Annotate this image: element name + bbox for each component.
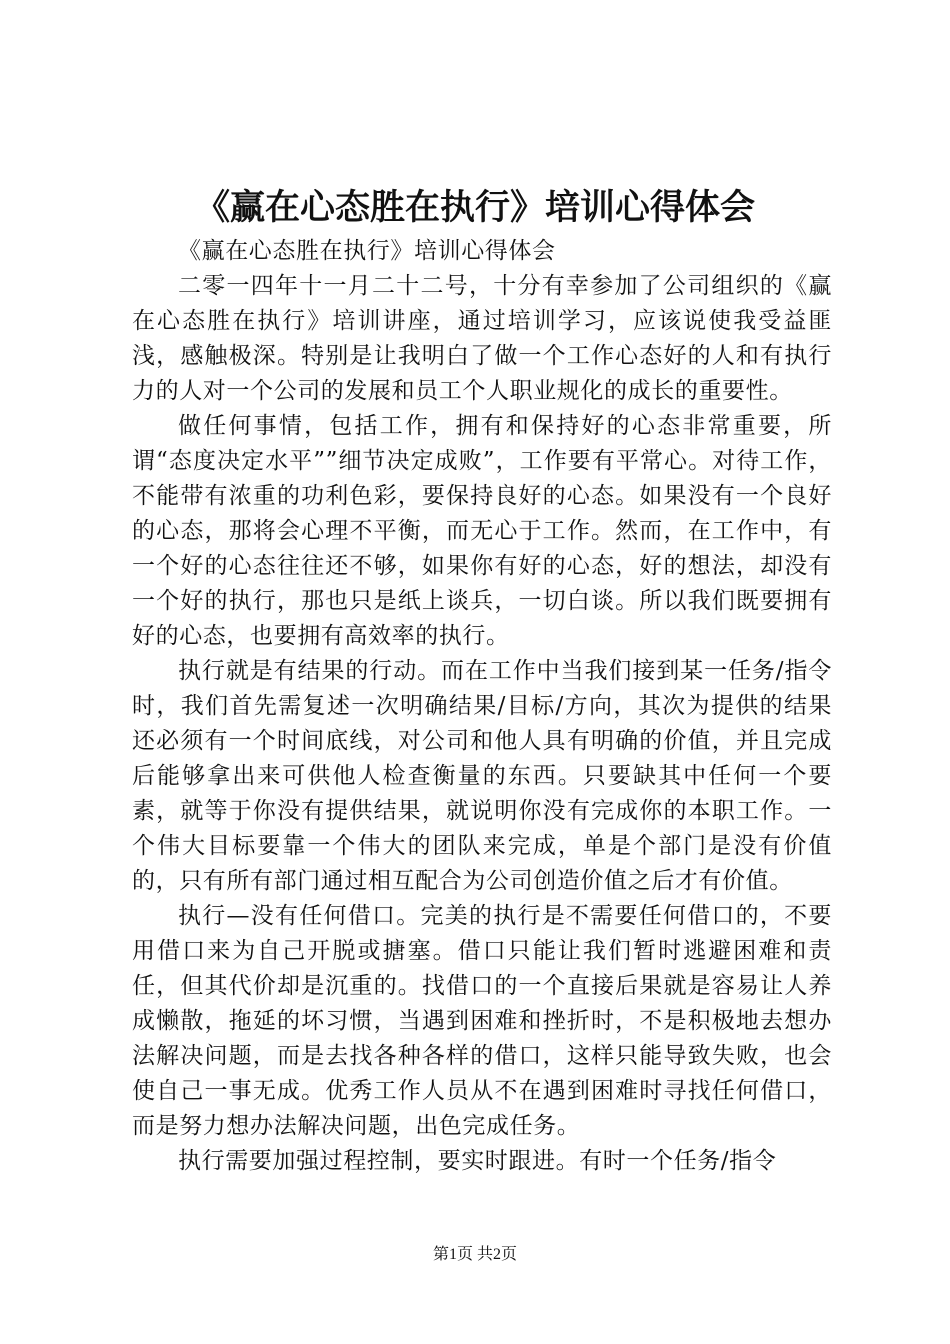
paragraph-no-excuses: 执行—没有任何借口。完美的执行是不需要任何借口的，不要用借口来为自己开脱或搪塞。借口只能让我们暂时逃避困难和责任，但其代价却是沉重的。找借口的一个直接后果就是容易让人养成懒散，拖延的坏习惯，当遇到困难和挫折时，不是积极地去想办法解决问题，而是去找各种各样的借口，这样只能导致失败，也会使自己一事无成。优秀工作人员从不在遇到困难时寻找任何借口，而是努力想办法解决问题，出色完成任务。 <box>132 903 832 1139</box>
document-body <box>132 234 832 1179</box>
page-number-footer: 第1页 共2页 <box>432 1246 517 1263</box>
paragraph-subtitle: 《赢在心态胜在执行》培训心得体会 <box>178 238 556 264</box>
paragraph-intro: 二零一四年十一月二十二号，十分有幸参加了公司组织的《赢在心态胜在执行》培训讲座，通过培训学习，应该说使我受益匪浅，感触极深。特别是让我明白了做一个工作心态好的人和有执行力的人对一个公司的发展和员工个人职业规化的成长的重要性。 <box>132 273 832 404</box>
paragraph-execution-results: 执行就是有结果的行动。而在工作中当我们接到某一任务/指令时，我们首先需复述一次明确结果/目标/方向，其次为提供的结果还必须有一个时间底线，对公司和他人具有明确的价值，并且完成后能够拿出来可供他人检查衡量的东西。只要缺其中任何一个要素，就等于你没有提供结果，就说明你没有完成你的本职工作。一个伟大目标要靠一个伟大的团队来完成，单是个部门是没有价值的，只有所有部门通过相互配合为公司创造价值之后才有价值。 <box>132 658 832 894</box>
paragraph-mindset: 做任何事情，包括工作，拥有和保持好的心态非常重要，所谓“态度决定水平””细节决定成败”，工作要有平常心。对待工作，不能带有浓重的功利色彩，要保持良好的心态。如果没有一个良好的心态，那将会心理不平衡，而无心于工作。然而，在工作中，有一个好的心态往往还不够，如果你有好的心态，好的想法，却没有一个好的执行，那也只是纸上谈兵，一切白谈。所以我们既要拥有好的心态，也要拥有高效率的执行。 <box>132 413 832 649</box>
document-title: 《赢在心态胜在执行》培训心得体会 <box>194 187 755 228</box>
paragraph-process-control: 执行需要加强过程控制，要实时跟进。有时一个任务/指令 <box>178 1148 777 1174</box>
